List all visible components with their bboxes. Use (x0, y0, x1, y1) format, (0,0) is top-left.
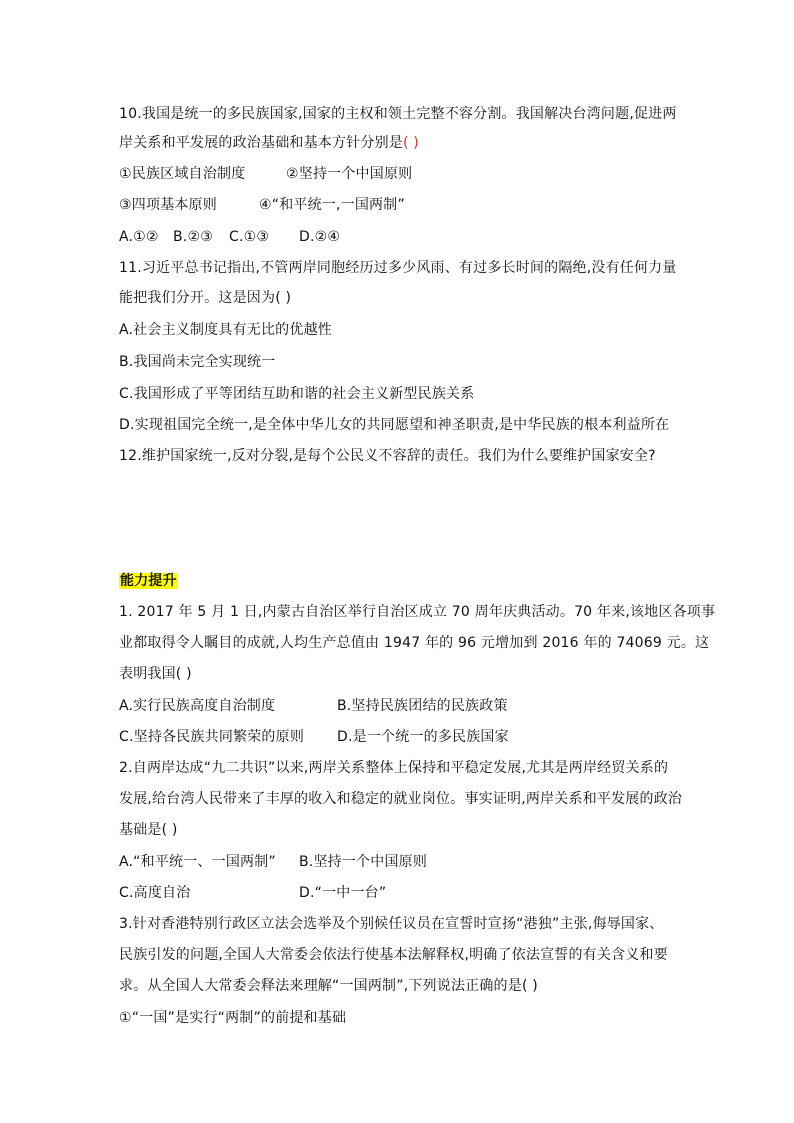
p1-option-a: A.实行民族高度自治制度 (119, 698, 276, 714)
q10-choice-c: C.①③ (229, 229, 270, 245)
p1-option-b: B.坚持民族团结的民族政策 (337, 698, 508, 714)
p3-stem-line2: 民族引发的问题,全国人大常委会依法行使基本法解释权,明确了依法宣誓的有关含义和要 (119, 947, 668, 963)
q10-stem-line2 (119, 133, 679, 153)
p1-option-d: D.是一个统一的多民族国家 (337, 729, 509, 745)
p2-option-c: C.高度自治 (119, 885, 191, 901)
p2-stem-line3: 基础是( ) (119, 822, 178, 838)
q10-stem-line1: 10.我国是统一的多民族国家,国家的主权和领土完整不容分割。我国解决台湾问题,促进两 (119, 106, 677, 122)
q10-option-3: ③四项基本原则 (119, 197, 217, 213)
p1-options-row1 (119, 696, 679, 716)
section-title-text: 能力提升 (120, 573, 177, 589)
q11-option-d: D.实现祖国完全统一,是全体中华儿女的共同愿望和神圣职责,是中华民族的根本利益所在 (119, 417, 670, 433)
p2-options-row1 (119, 852, 679, 872)
q10-option-4: ④“和平统一,一国两制” (259, 197, 405, 213)
q10-choice-b: B.②③ (173, 229, 213, 245)
p1-stem-line3: 表明我国( ) (119, 666, 192, 682)
p1-stem-line2: 业都取得令人瞩目的成就,人均生产总值由 1947 年的 96 元增加到 2016 年的 74069 元。这 (119, 635, 710, 651)
q10-options-row1 (119, 164, 679, 184)
p3-stem-line3: 求。从全国人大常委会释法来理解“一国两制”,下列说法正确的是( ) (119, 978, 538, 994)
q11-option-a: A.社会主义制度具有无比的优越性 (119, 322, 332, 338)
q11-stem-line2: 能把我们分开。这是因为( ) (119, 290, 292, 306)
p3-option-1: ①“一国”是实行“两制”的前提和基础 (119, 1010, 347, 1026)
q10-option-2: ②坚持一个中国原则 (286, 166, 413, 182)
q10-choice-a: A.①② (119, 229, 159, 245)
q10-choices (119, 227, 679, 247)
p1-options-row2 (119, 727, 679, 747)
q12-stem-line1: 12.维护国家统一,反对分裂,是每个公民义不容辞的责任。我们为什么要维护国家安全? (119, 448, 656, 464)
q10-answer-paren: ( ) (403, 135, 419, 151)
q11-option-b: B.我国尚未完全实现统一 (119, 354, 276, 370)
p2-stem-line1: 2.自两岸达成“九二共识”以来,两岸关系整体上保持和平稳定发展,尤其是两岸经贸关系的 (119, 760, 669, 776)
section-title (119, 571, 679, 591)
p2-option-d: D.“一中一台” (299, 885, 387, 901)
p2-stem-line2: 发展,给台湾人民带来了丰厚的收入和稳定的就业岗位。事实证明,两岸关系和平发展的政治 (119, 791, 683, 807)
q10-stem-line2-text: 岸关系和平发展的政治基础和基本方针分别是 (119, 135, 403, 151)
p3-stem-line1: 3.针对香港特别行政区立法会选举及个别候任议员在宣誓时宣扬“港独”主张,侮辱国家、 (119, 916, 664, 932)
p2-option-a: A.“和平统一、一国两制” (119, 854, 276, 870)
p1-option-c: C.坚持各民族共同繁荣的原则 (119, 729, 305, 745)
p2-option-b: B.坚持一个中国原则 (299, 854, 428, 870)
p2-options-row2 (119, 883, 679, 903)
p1-stem-line1: 1. 2017 年 5 月 1 日,内蒙古自治区举行自治区成立 70 周年庆典活动。70 年来,该地区各项事 (119, 604, 716, 620)
q10-choice-d: D.②④ (299, 229, 341, 245)
q10-options-row2 (119, 195, 679, 215)
q11-stem-line1: 11.习近平总书记指出,不管两岸同胞经历过多少风雨、有过多长时间的隔绝,没有任何力量 (119, 260, 677, 276)
q10-option-1: ①民族区域自治制度 (119, 166, 246, 182)
q11-option-c: C.我国形成了平等团结互助和谐的社会主义新型民族关系 (119, 386, 475, 402)
